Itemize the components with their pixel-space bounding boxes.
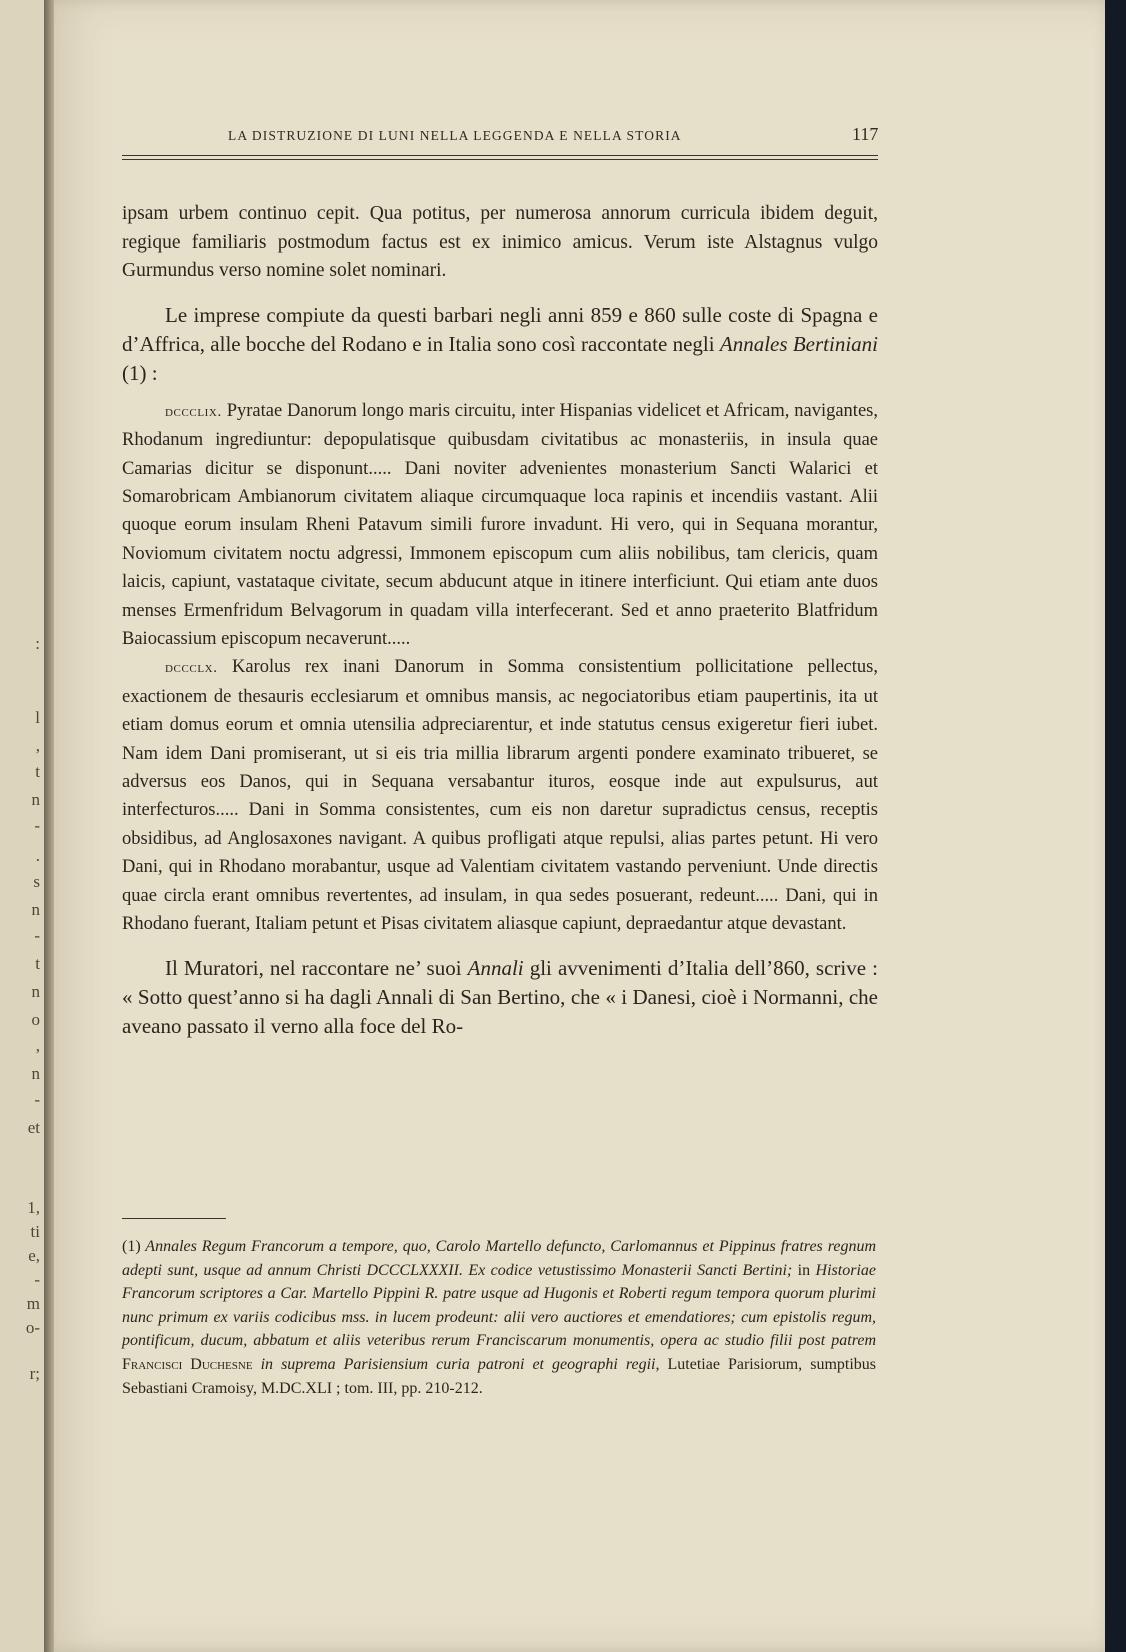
facing-page-fragment: t — [35, 954, 40, 973]
facing-page-edge — [0, 0, 44, 1652]
year-marker: dccclix. — [165, 403, 222, 420]
text-run: gli avvenimenti d’Italia dell’860, scrive : « Sotto quest’anno si ha dagli Annali di San Bertino, che « i Danesi, cioè i Normanni, che aveano passato il verno alla foce del Ro- — [122, 955, 878, 1038]
quoted-entry — [122, 653, 878, 938]
facing-page-fragment: n — [31, 790, 40, 809]
text-run: Historiae Francorum scriptores a Car. Martello Pippini R. patre usque ad Hugonis et Roberti regum tempora quorum plurimi nunc primum ex variis codicibus mss. in lucem prodeunt: alii vero auctiores et emendatiores; cum epistolis regum, pontificum, ducum, abbatum et aliis veteribus rerum Franciscarum monumentis, opera ac studio filii post patrem — [122, 1261, 876, 1350]
facing-page-fragment: t — [35, 762, 40, 781]
facing-page-fragment: , — [35, 1036, 40, 1055]
paragraph — [122, 954, 878, 1041]
footnote-rule — [122, 1218, 226, 1219]
text-run: Il Muratori, nel raccontare ne’ suoi — [165, 955, 468, 980]
facing-page-fragment: o- — [25, 1318, 40, 1337]
text-run: (1) : — [122, 360, 158, 385]
book-gutter — [44, 0, 54, 1652]
facing-page-fragment: - — [34, 926, 40, 945]
facing-page-fragment: . — [35, 846, 40, 865]
footnote-number: (1) — [122, 1238, 141, 1255]
text-run: Karolus rex inani Danorum in Somma consistentium pollicitatione pellectus, exactionem de thesauris ecclesiarum et omnibus mansis, ac negociatoribus etiam paupertinis, ita ut etiam domus eorum et omnia utensilia adpreciarentur, et inde statutus census exigeretur fieri iubet. Nam idem Dani promiserant, ut si eis tria millia librarum argenti pondere examinato tribueret, se adversus eos Danos, qui in Sequana versabantur ituros, eosque inde aut expulsurus, aut interfecturos..... Dani in Somma consistentes, cum eis non daretur supradictus census, receptis obsidibus, ad Anglosaxones navigant. A quibus profligati atque repulsi, alias partes petunt. Hi vero Dani, qui in Rhodano morabantur, usque ad Valentiam civitatem vastando perveniunt. Unde directis quae circla erant omnibus revertentes, ad insulam, in qua sedes posuerant, redeunt..... Dani, qui in Rhodano fuerant, Italiam petunt et Pisas civitatem aliasque capiunt, depraedantur atque devastant. — [122, 657, 878, 935]
running-header: LA DISTRUZIONE DI LUNI NELLA LEGGENDA E NELLA STORIA — [228, 128, 682, 143]
footnote — [122, 1235, 876, 1400]
author-name: Francisci Duchesne — [122, 1355, 253, 1373]
header-rule — [122, 155, 878, 156]
text-run: in — [797, 1261, 811, 1279]
facing-page-fragment: o — [31, 1010, 40, 1029]
facing-page-fragment: : — [35, 634, 40, 653]
text-run: Annales Regum Francorum a tempore, quo, Carolo Martello defuncto, Carlomannus et Pippinus fratres regnum adepti sunt, usque ad annum Christi DCCCLXXXII. Ex codice vetustissimo Monasterii Sancti Bertini; — [122, 1238, 876, 1279]
facing-page-fragment: - — [34, 1090, 40, 1109]
main-text — [122, 200, 878, 1041]
scan-background — [1105, 0, 1126, 1652]
facing-page-fragment: , — [35, 736, 40, 755]
paragraph: ipsam urbem continuo cepit. Qua potitus, per numerosa annorum curricula ibidem deguit, regique familiaris postmodum factus est ex inimico amicus. Verum iste Alstagnus vulgo Gurmundus verso nomine solet nominari. — [122, 203, 878, 282]
facing-page-fragment: n — [31, 900, 40, 919]
facing-page-fragment: n — [31, 1064, 40, 1083]
cited-title: Annali — [467, 955, 524, 980]
imprint: Lutetiae Parisiorum, sumptibus Sebastiani Cramoisy, M.DC.XLI ; tom. III, pp. 210-212. — [122, 1355, 877, 1397]
page-number: 117 — [852, 124, 879, 144]
text-run: in suprema Parisiensium curia patroni et geographi regii, — [252, 1355, 668, 1373]
text-run: Le imprese compiute da questi barbari negli anni 859 e 860 sulle coste di Spagna e d’Affrica, alle bocche del Rodano e in Italia sono così raccontate negli — [122, 302, 878, 356]
facing-page-fragment: - — [34, 1270, 40, 1289]
facing-page-fragment: et — [27, 1118, 40, 1137]
facing-page-fragment: ti — [30, 1222, 40, 1241]
year-marker: dccclx. — [165, 660, 218, 677]
facing-page-fragment: l — [35, 708, 40, 727]
facing-page-fragment: e, — [28, 1246, 40, 1265]
facing-page-fragment: s — [33, 872, 40, 891]
facing-page-fragment: - — [34, 816, 40, 835]
header-rule — [122, 159, 878, 160]
facing-page-fragment: m — [26, 1294, 40, 1313]
facing-page-fragment: r; — [29, 1364, 40, 1383]
cited-title: Annales Bertiniani — [719, 331, 878, 356]
facing-page-fragment: 1, — [27, 1198, 40, 1217]
facing-page-fragment: n — [31, 982, 40, 1001]
text-run: Pyratae Danorum longo maris circuitu, inter Hispanias videlicet et Africam, navigantes, Rhodanum ingrediuntur: depopulatisque quibusdam civitatibus ac monasteriis, in insula quae Camarias dicitur se disponunt..... Dani noviter advenientes monasterium Sancti Walarici et Somarobricam Ambianorum civitatem aliaque circumquaque loca rapinis et incendiis vastant. Alii quoque eorum insulam Rheni Patavum simili furore invadunt. Hi vero, qui in Sequana morantur, Noviomum civitatem noctu adgressi, Immonem episcopum cum aliis nobilibus, tam clericis, quam laicis, capiunt, vastataque civitate, secum abducunt atque in itinere interficiunt. Qui etiam ante duos menses Ermenfridum Belvagorum in quadam villa interfecerant. Sed et anno praeterito Blatfridum Baiocassium episcopum necaverunt..... — [122, 400, 878, 650]
paragraph — [122, 301, 878, 388]
quoted-entry — [122, 397, 878, 654]
